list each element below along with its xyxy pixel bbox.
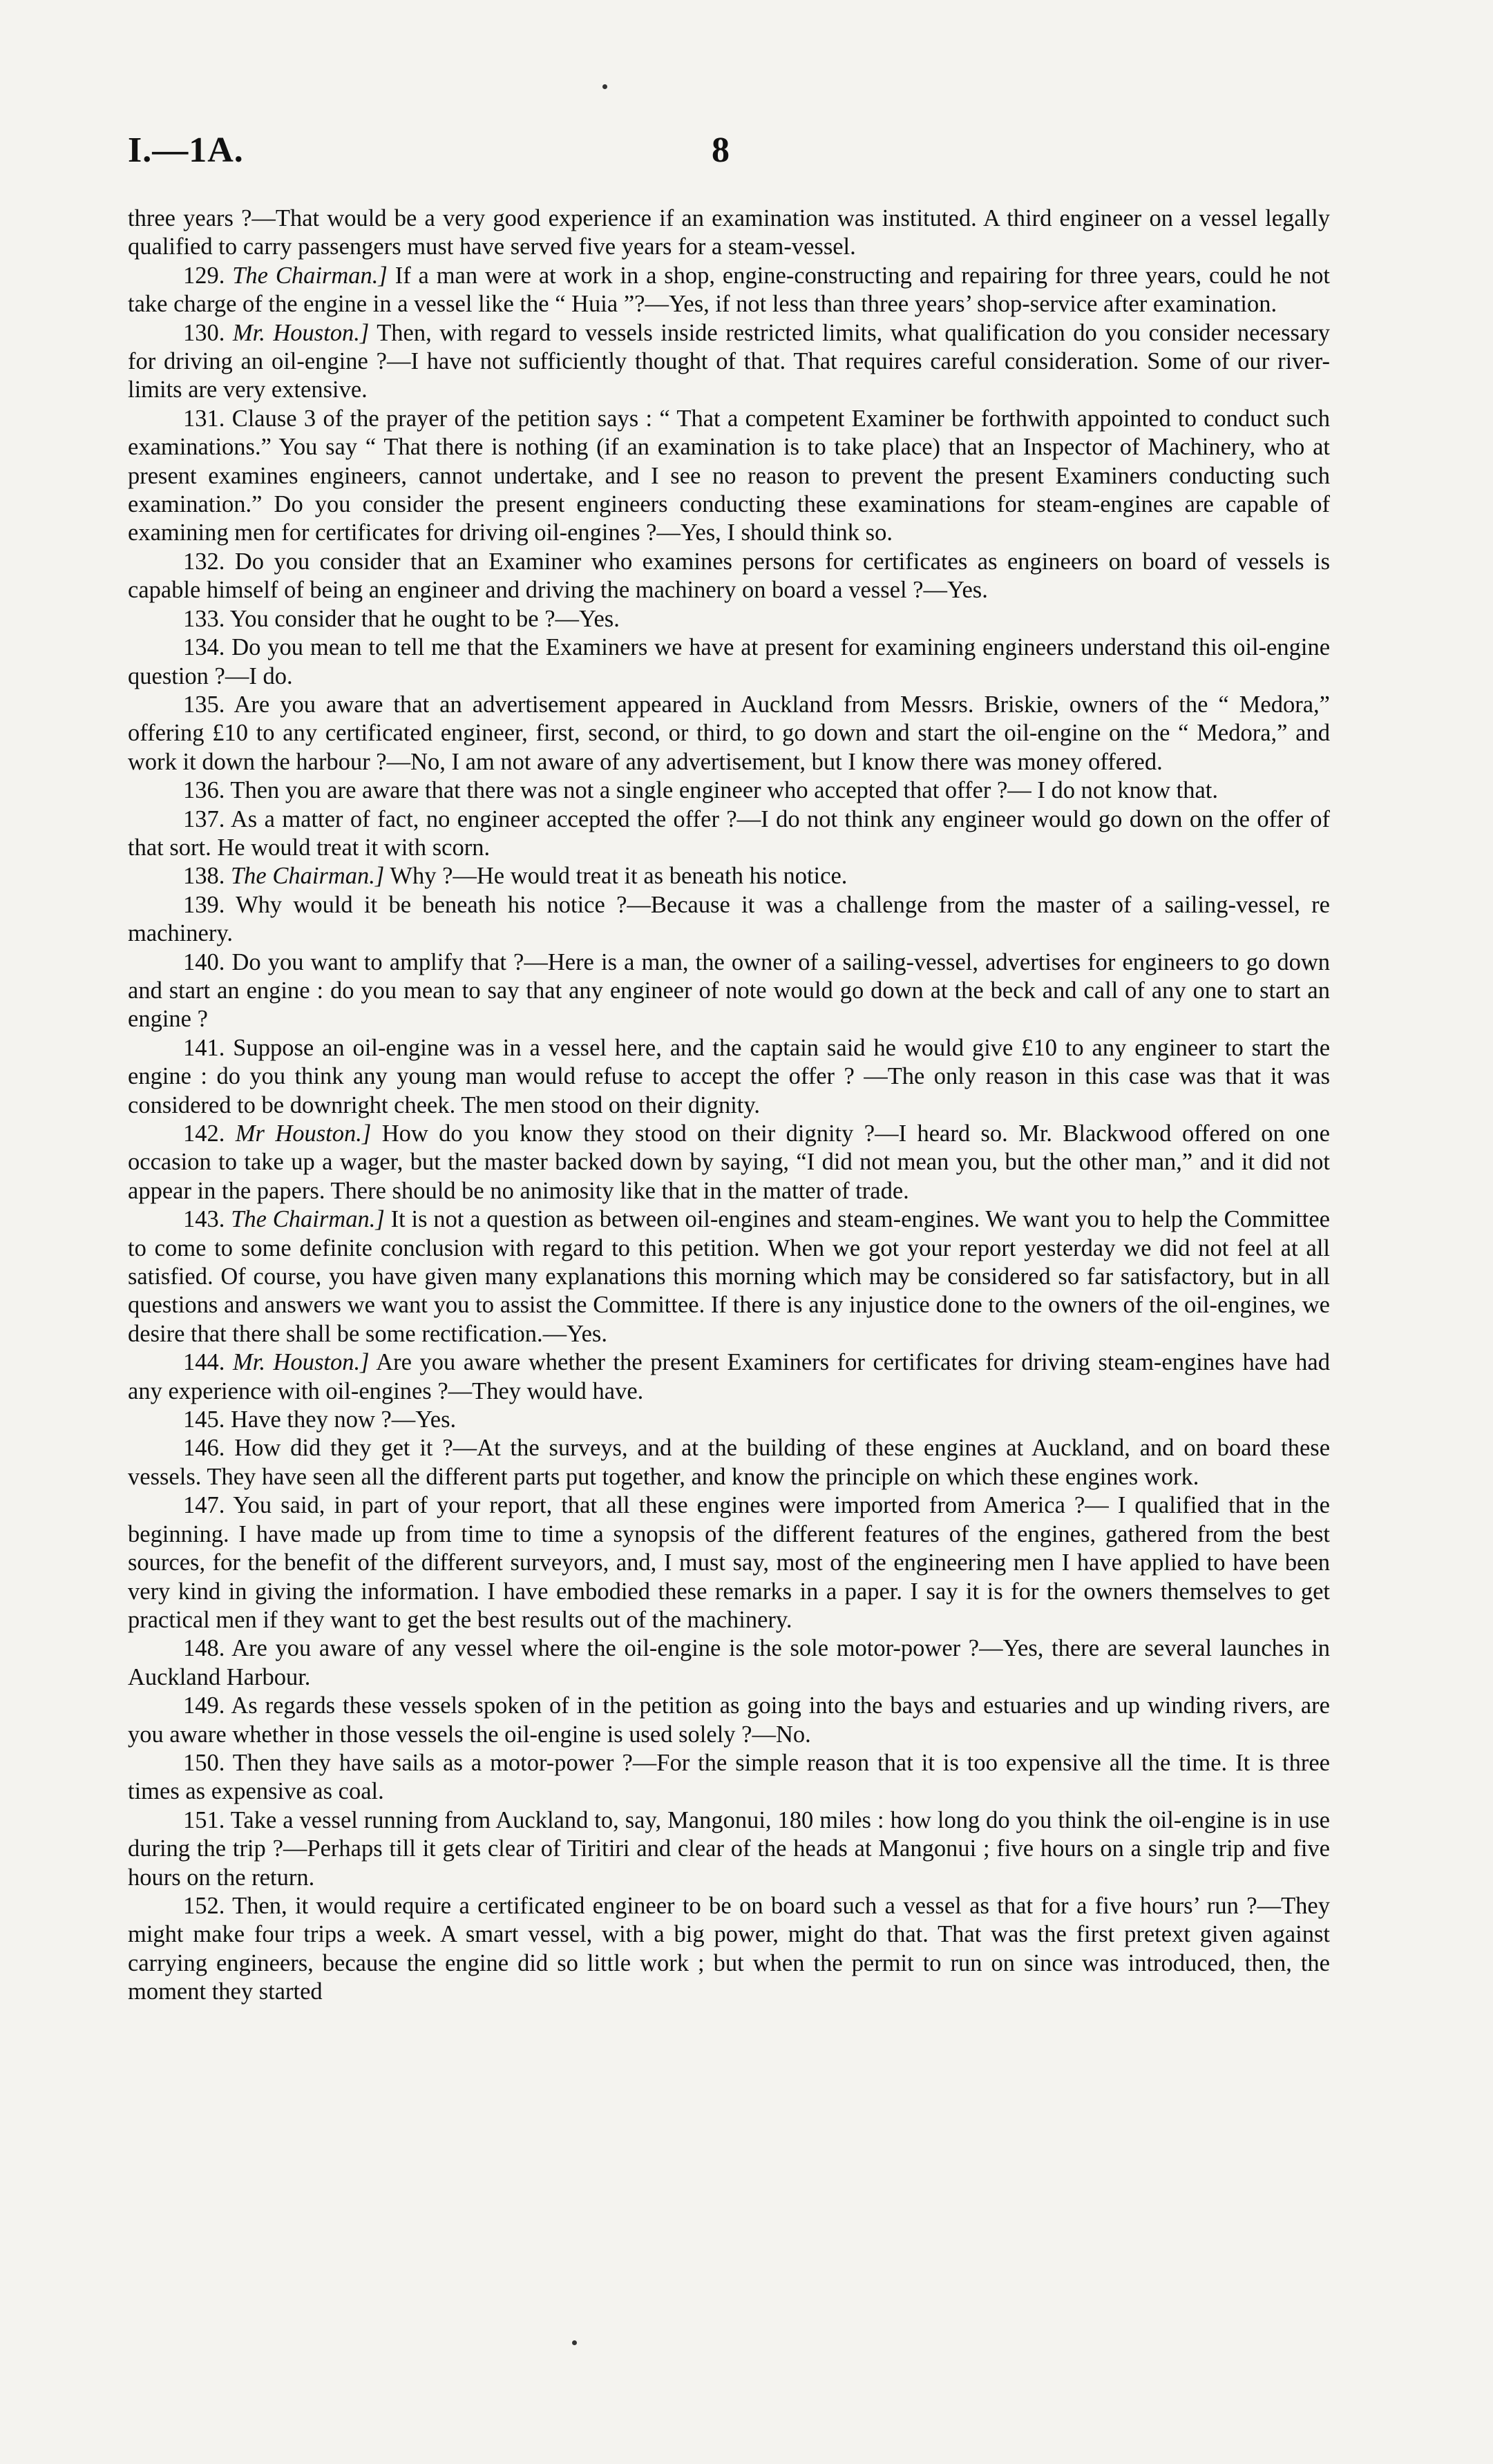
question-paragraph xyxy=(128,691,1330,776)
question-number: 147. xyxy=(183,1492,225,1519)
paragraph-text: Clause 3 of the prayer of the petition says : “ That a competent Examiner be forthwith appointed to conduct such examinations.” You say “ That there is nothing (if an examination is to take place) that an Inspector of Machinery, who at present examines engineers, cannot undertake, and I see no reason to prevent the present Examiners conducting such examination.” Do you consider the present engineers conducting these examinations for steam-engines are capable of examining men for certificates for driving oil-engines ?—Yes, I should think so. xyxy=(128,405,1330,546)
question-paragraph xyxy=(128,1034,1330,1120)
paragraph-text: Are you aware of any vessel where the oil-engine is the sole motor-power ?—Yes, there are several launches in Auckland Harbour. xyxy=(128,1635,1330,1690)
question-number: 145. xyxy=(183,1406,225,1433)
question-number: 143. xyxy=(183,1206,225,1233)
paragraph-text: Have they now ?—Yes. xyxy=(231,1406,457,1433)
question-paragraph xyxy=(128,1120,1330,1205)
paragraph-text: How did they get it ?—At the surveys, and at the building of these engines at Auckland, and on board these vessels. They have seen all the different parts put together, and know the principle on which these engines work. xyxy=(128,1435,1331,1490)
question-paragraph xyxy=(128,776,1330,805)
question-number: 130. xyxy=(183,319,225,346)
page-header xyxy=(128,130,1330,178)
paragraph-text: Then they have sails as a motor-power ?—For the simple reason that it is too expensive all the time. It is three times as expensive as coal. xyxy=(128,1749,1330,1805)
paragraph-text: As a matter of fact, no engineer accepted the offer ?—I do not think any engineer would go down on the offer of that sort. He would treat it with scorn. xyxy=(128,805,1330,861)
question-paragraph xyxy=(128,948,1330,1034)
question-paragraph xyxy=(128,1749,1330,1806)
question-paragraph xyxy=(128,262,1330,319)
document-body xyxy=(128,204,1330,2007)
paragraph-text: Do you mean to tell me that the Examiners we have at present for examining engineers understand this oil-engine question ?—I do. xyxy=(128,634,1331,689)
speaker: Mr Houston.] xyxy=(235,1120,372,1147)
paragraph xyxy=(128,204,1330,262)
question-number: 137. xyxy=(183,805,225,832)
paragraph-text: Are you aware whether the present Examiners for certificates for driving steam-engines have had any experience with oil-engines ?—They would have. xyxy=(128,1349,1330,1404)
scan-speck xyxy=(572,2340,577,2345)
question-number: 140. xyxy=(183,948,225,975)
question-paragraph xyxy=(128,548,1330,605)
paragraph-text: If a man were at work in a shop, engine-constructing and repairing for three years, could he not take charge of the engine in a vessel like the “ Huia ”?—Yes, if not less than three years’ shop-service after examination. xyxy=(128,262,1330,318)
paragraph-text: As regards these vessels spoken of in the petition as going into the bays and estuaries and up winding rivers, are you aware whether in those vessels the oil-engine is used solely ?—No. xyxy=(128,1692,1330,1748)
question-number: 133. xyxy=(183,605,225,632)
question-paragraph xyxy=(128,862,1330,890)
question-number: 144. xyxy=(183,1349,225,1376)
scan-speck xyxy=(602,84,607,89)
question-paragraph xyxy=(128,891,1330,948)
paragraph-text: You consider that he ought to be ?—Yes. xyxy=(229,605,620,632)
paragraph-text: three years ?—That would be a very good experience if an examination was instituted. A third engineer on a vessel legally qualified to carry passengers must have served five years for a steam-vessel. xyxy=(128,205,1330,260)
question-paragraph xyxy=(128,1434,1330,1491)
question-number: 131. xyxy=(183,405,225,432)
question-number: 139. xyxy=(183,891,225,918)
question-paragraph xyxy=(128,1892,1330,2007)
paragraph-text: Why would it be beneath his notice ?—Because it was a challenge from the master of a sailing-vessel, re machinery. xyxy=(128,891,1330,947)
speaker: Mr. Houston.] xyxy=(232,319,370,346)
speaker: The Chairman.] xyxy=(231,863,385,890)
paragraph-text: Why ?—He would treat it as beneath his notice. xyxy=(390,863,848,890)
paragraph-text: Then you are aware that there was not a single engineer who accepted that offer ?— I do not know that. xyxy=(230,777,1219,804)
paragraph-text: Are you aware that an advertisement appeared in Auckland from Messrs. Briskie, owners of the “ Medora,” offering £10 to any certificated engineer, first, second, or third, to go down and start the oil-engine on the “ Medora,” and work it down the harbour ?—No, I am not aware of any advertisement, but I know there was money offered. xyxy=(128,691,1330,775)
paragraph-text: Then, it would require a certificated engineer to be on board such a vessel as that for a five hours’ run ?—They might make four trips a week. A smart vessel, with a big power, might do that. That was the first pretext given against carrying engineers, because the engine did so little work ; but when the permit to run on since was introduced, then, the moment they started xyxy=(128,1892,1330,2005)
question-paragraph xyxy=(128,633,1330,691)
question-paragraph xyxy=(128,1406,1330,1434)
question-paragraph xyxy=(128,1692,1330,1749)
question-number: 134. xyxy=(183,634,225,661)
question-paragraph xyxy=(128,405,1330,548)
speaker: Mr. Houston.] xyxy=(232,1349,370,1376)
question-number: 148. xyxy=(183,1635,225,1662)
page-number: 8 xyxy=(712,131,730,170)
paragraph-text: Do you want to amplify that ?—Here is a man, the owner of a sailing-vessel, advertises for engineers to go down and start an engine : do you mean to say that any engineer of note would go down at the beck and call of any one to start an engine ? xyxy=(128,948,1331,1033)
question-paragraph xyxy=(128,319,1330,405)
paragraph-text: It is not a question as between oil-engines and steam-engines. We want you to help the Committee to come to some definite conclusion with regard to this petition. When we got your report yesterday we did not feel at all satisfied. Of course, you have given many explanations this morning which may be considered so far satisfactory, but in all questions and answers we want you to assist the Committee. If there is any injustice done to the owners of the oil-engines, we desire that there shall be some rectification.—Yes. xyxy=(128,1206,1330,1347)
question-paragraph xyxy=(128,605,1330,633)
question-paragraph xyxy=(128,1348,1330,1406)
question-number: 129. xyxy=(183,262,225,289)
question-paragraph xyxy=(128,1806,1330,1892)
paragraph-text: Suppose an oil-engine was in a vessel here, and the captain said he would give £10 to any engineer to start the engine : do you think any young man would refuse to accept the offer ? —The only reason in this case was that it was considered to be downright cheek. The men stood on their dignity. xyxy=(128,1034,1331,1118)
paragraph-text: How do you know they stood on their dignity ?—I heard so. Mr. Blackwood offered on one occasion to take up a wager, but the master backed down by saying, “I did not mean you, but the other man,” and it did not appear in the papers. There should be no animosity like that in the matter of trade. xyxy=(128,1120,1330,1204)
question-number: 138. xyxy=(183,863,225,890)
document-reference: I.—1A. xyxy=(128,131,244,170)
question-number: 132. xyxy=(183,548,225,575)
paragraph-text: You said, in part of your report, that all these engines were imported from America ?— I qualified that in the beginning. I have made up from time to time a synopsis of the different features of the engines, gathered from the best sources, for the benefit of the different surveyors, and, I must say, most of the engineering men I have applied to have been very kind in giving the information. I have embodied these remarks in a paper. I say it is for the owners themselves to get practical men if they want to get the best results out of the machinery. xyxy=(128,1492,1330,1633)
paragraph-text: Then, with regard to vessels inside restricted limits, what qualification do you consider necessary for driving an oil-engine ?—I have not sufficiently thought of that. That requires careful consideration. Some of our river-limits are very extensive. xyxy=(128,319,1330,403)
question-number: 150. xyxy=(183,1749,225,1776)
question-number: 152. xyxy=(183,1892,225,1919)
question-number: 146. xyxy=(183,1435,225,1462)
question-number: 149. xyxy=(183,1692,225,1719)
paragraph-text: Take a vessel running from Auckland to, say, Mangonui, 180 miles : how long do you think the oil-engine is in use during the trip ?—Perhaps till it gets clear of Tiritiri and clear of the heads at Mangonui ; five hours on a single trip and five hours on the return. xyxy=(128,1806,1330,1891)
question-number: 142. xyxy=(183,1120,225,1147)
question-number: 151. xyxy=(183,1806,225,1833)
question-number: 136. xyxy=(183,777,225,804)
speaker: The Chairman.] xyxy=(231,1206,385,1233)
question-paragraph xyxy=(128,1634,1330,1692)
speaker: The Chairman.] xyxy=(232,262,388,289)
question-paragraph xyxy=(128,1491,1330,1634)
question-number: 135. xyxy=(183,691,225,718)
question-number: 141. xyxy=(183,1034,225,1061)
question-paragraph xyxy=(128,1205,1330,1348)
paragraph-text: Do you consider that an Examiner who examines persons for certificates as engineers on board of vessels is capable himself of being an engineer and driving the machinery on board a vessel ?—Yes. xyxy=(128,548,1330,604)
question-paragraph xyxy=(128,805,1330,863)
